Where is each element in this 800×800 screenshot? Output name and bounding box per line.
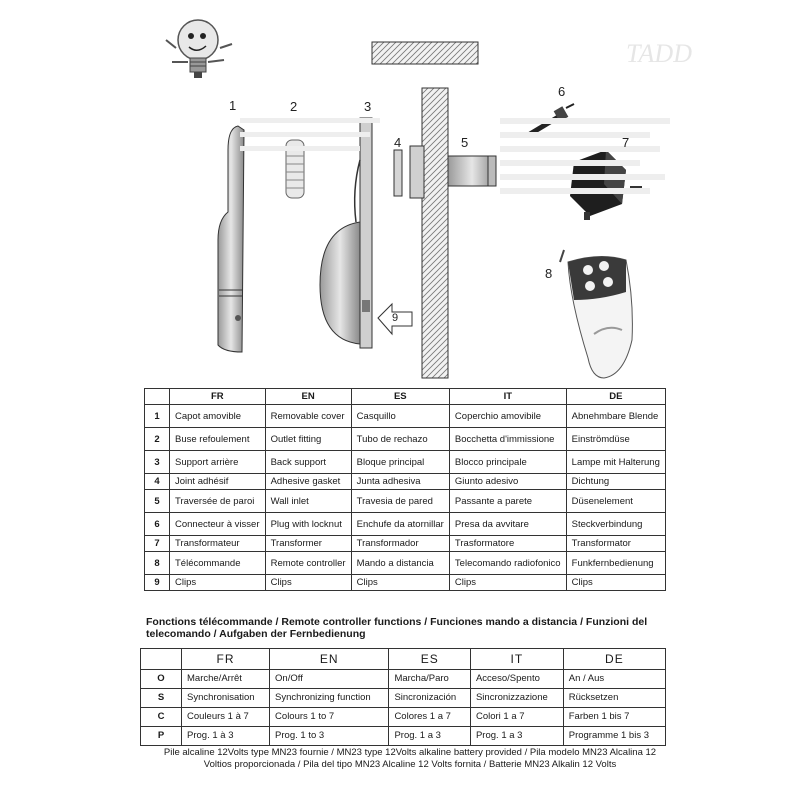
cell-es: Marcha/Paro	[389, 670, 471, 689]
cell-it: Prog. 1 a 3	[470, 727, 563, 746]
cell-it: Acceso/Spento	[470, 670, 563, 689]
table-row	[145, 474, 666, 490]
part-3-back-support	[320, 118, 372, 348]
callout-8: 8	[545, 266, 553, 281]
table-row	[145, 490, 666, 513]
cell-de: Farben 1 bis 7	[563, 708, 665, 727]
callout-6: 6	[558, 84, 566, 99]
cell-it: Clips	[449, 575, 566, 591]
row-number: 9	[145, 575, 170, 591]
parts-header-it: IT	[449, 389, 566, 405]
callout-5: 5	[461, 135, 469, 150]
remote-header-it: IT	[470, 649, 563, 670]
cell-fr: Synchronisation	[182, 689, 270, 708]
row-number: 5	[145, 490, 170, 513]
table-row	[145, 451, 666, 474]
watermark-logo: TADD	[626, 39, 692, 68]
cell-it: Telecomando radiofonico	[449, 552, 566, 575]
cell-en: Outlet fitting	[265, 428, 351, 451]
battery-note: Pile alcaline 12Volts type MN23 fournie / MN23 type 12Volts alkaline battery provided / Pila modelo MN23 Alcalina 12 Voltios proporcionada / Pila del tipo MN23 Alcaline 12 Volts fornita / Batterie MN23 Alkalin 12 Volts	[163, 747, 657, 770]
cell-en: Adhesive gasket	[265, 474, 351, 490]
cell-en: Remote controller	[265, 552, 351, 575]
button-key: O	[141, 670, 182, 689]
table-row	[141, 689, 666, 708]
table-row	[145, 405, 666, 428]
exploded-diagram	[0, 0, 800, 380]
cell-fr: Transformateur	[170, 536, 266, 552]
cell-es: Tubo de rechazo	[351, 428, 449, 451]
cell-de: Transformator	[566, 536, 665, 552]
part-5-wall-inlet	[410, 146, 496, 198]
cell-en: Back support	[265, 451, 351, 474]
callout-2: 2	[290, 99, 298, 114]
cell-de: Funkfernbedienung	[566, 552, 665, 575]
parts-header-es: ES	[351, 389, 449, 405]
cell-fr: Capot amovible	[170, 405, 266, 428]
remote-header-en: EN	[270, 649, 389, 670]
row-number: 8	[145, 552, 170, 575]
cell-fr: Connecteur à visser	[170, 513, 266, 536]
cell-en: Plug with locknut	[265, 513, 351, 536]
cell-fr: Buse refoulement	[170, 428, 266, 451]
cell-en: Wall inlet	[265, 490, 351, 513]
cell-de: Abnehmbare Blende	[566, 405, 665, 428]
cell-de: Rücksetzen	[563, 689, 665, 708]
cell-en: Prog. 1 to 3	[270, 727, 389, 746]
cell-es: Junta adhesiva	[351, 474, 449, 490]
parts-header-fr: FR	[170, 389, 266, 405]
parts-header-num	[145, 389, 170, 405]
table-row	[145, 428, 666, 451]
cell-it: Giunto adesivo	[449, 474, 566, 490]
cell-fr: Prog. 1 à 3	[182, 727, 270, 746]
wall-legend-swatch	[372, 42, 478, 64]
cell-es: Prog. 1 a 3	[389, 727, 471, 746]
cell-fr: Télécommande	[170, 552, 266, 575]
cell-fr: Couleurs 1 à 7	[182, 708, 270, 727]
cell-es: Bloque principal	[351, 451, 449, 474]
cell-de: Einströmdüse	[566, 428, 665, 451]
row-number: 3	[145, 451, 170, 474]
remote-header-key	[141, 649, 182, 670]
cell-es: Sincronización	[389, 689, 471, 708]
cell-de: An / Aus	[563, 670, 665, 689]
parts-header-row	[145, 389, 666, 405]
table-row	[141, 727, 666, 746]
cell-fr: Support arrière	[170, 451, 266, 474]
table-row	[141, 708, 666, 727]
cell-es: Colores 1 a 7	[389, 708, 471, 727]
cell-de: Düsenelement	[566, 490, 665, 513]
callout-1: 1	[229, 98, 237, 113]
remote-header-de: DE	[563, 649, 665, 670]
cell-fr: Marche/Arrêt	[182, 670, 270, 689]
cell-it: Blocco principale	[449, 451, 566, 474]
cell-en: Synchronizing function	[270, 689, 389, 708]
row-number: 6	[145, 513, 170, 536]
table-row	[145, 575, 666, 591]
remote-functions-table	[140, 648, 666, 746]
callout-9: 9	[392, 312, 399, 324]
cell-de: Dichtung	[566, 474, 665, 490]
table-row	[145, 536, 666, 552]
remote-header-es: ES	[389, 649, 471, 670]
lightbulb-mascot-icon	[166, 20, 232, 78]
remote-functions-heading: Fonctions télécommande / Remote controller functions / Funciones mando a distancia / Funzioni del telecomando / Aufgaben der Fernbedienung	[146, 616, 648, 640]
button-key: P	[141, 727, 182, 746]
cell-it: Presa da avvitare	[449, 513, 566, 536]
cell-it: Passante a parete	[449, 490, 566, 513]
cell-fr: Clips	[170, 575, 266, 591]
parts-table	[144, 388, 666, 591]
cell-it: Coperchio amovibile	[449, 405, 566, 428]
cell-es: Mando a distancia	[351, 552, 449, 575]
table-row	[145, 513, 666, 536]
cell-es: Clips	[351, 575, 449, 591]
cell-fr: Joint adhésif	[170, 474, 266, 490]
callout-7: 7	[622, 135, 630, 150]
row-number: 1	[145, 405, 170, 428]
remote-header-fr: FR	[182, 649, 270, 670]
cell-de: Programme 1 bis 3	[563, 727, 665, 746]
cell-en: Clips	[265, 575, 351, 591]
cell-es: Travesia de pared	[351, 490, 449, 513]
cell-en: Colours 1 to 7	[270, 708, 389, 727]
remote-header-row	[141, 649, 666, 670]
cell-de: Steckverbindung	[566, 513, 665, 536]
row-number: 4	[145, 474, 170, 490]
row-number: 2	[145, 428, 170, 451]
parts-header-de: DE	[566, 389, 665, 405]
cell-es: Casquillo	[351, 405, 449, 428]
cell-en: On/Off	[270, 670, 389, 689]
cell-it: Trasformatore	[449, 536, 566, 552]
callout-3: 3	[364, 99, 372, 114]
parts-header-en: EN	[265, 389, 351, 405]
table-row	[145, 552, 666, 575]
part-4-gasket	[394, 150, 402, 196]
cell-it: Sincronizzazione	[470, 689, 563, 708]
button-key: C	[141, 708, 182, 727]
pool-wall	[422, 88, 448, 378]
cell-en: Removable cover	[265, 405, 351, 428]
row-number: 7	[145, 536, 170, 552]
cell-es: Transformador	[351, 536, 449, 552]
part-8-remote	[560, 250, 632, 378]
cell-de: Clips	[566, 575, 665, 591]
diagram-svg	[0, 0, 800, 380]
cell-it: Colori 1 a 7	[470, 708, 563, 727]
part-1-cover	[218, 126, 244, 352]
cell-it: Bocchetta d'immissione	[449, 428, 566, 451]
cell-fr: Traversée de paroi	[170, 490, 266, 513]
cell-en: Transformer	[265, 536, 351, 552]
table-row	[141, 670, 666, 689]
callout-4: 4	[394, 135, 402, 150]
cell-de: Lampe mit Halterung	[566, 451, 665, 474]
cell-es: Enchufe da atornillar	[351, 513, 449, 536]
button-key: S	[141, 689, 182, 708]
